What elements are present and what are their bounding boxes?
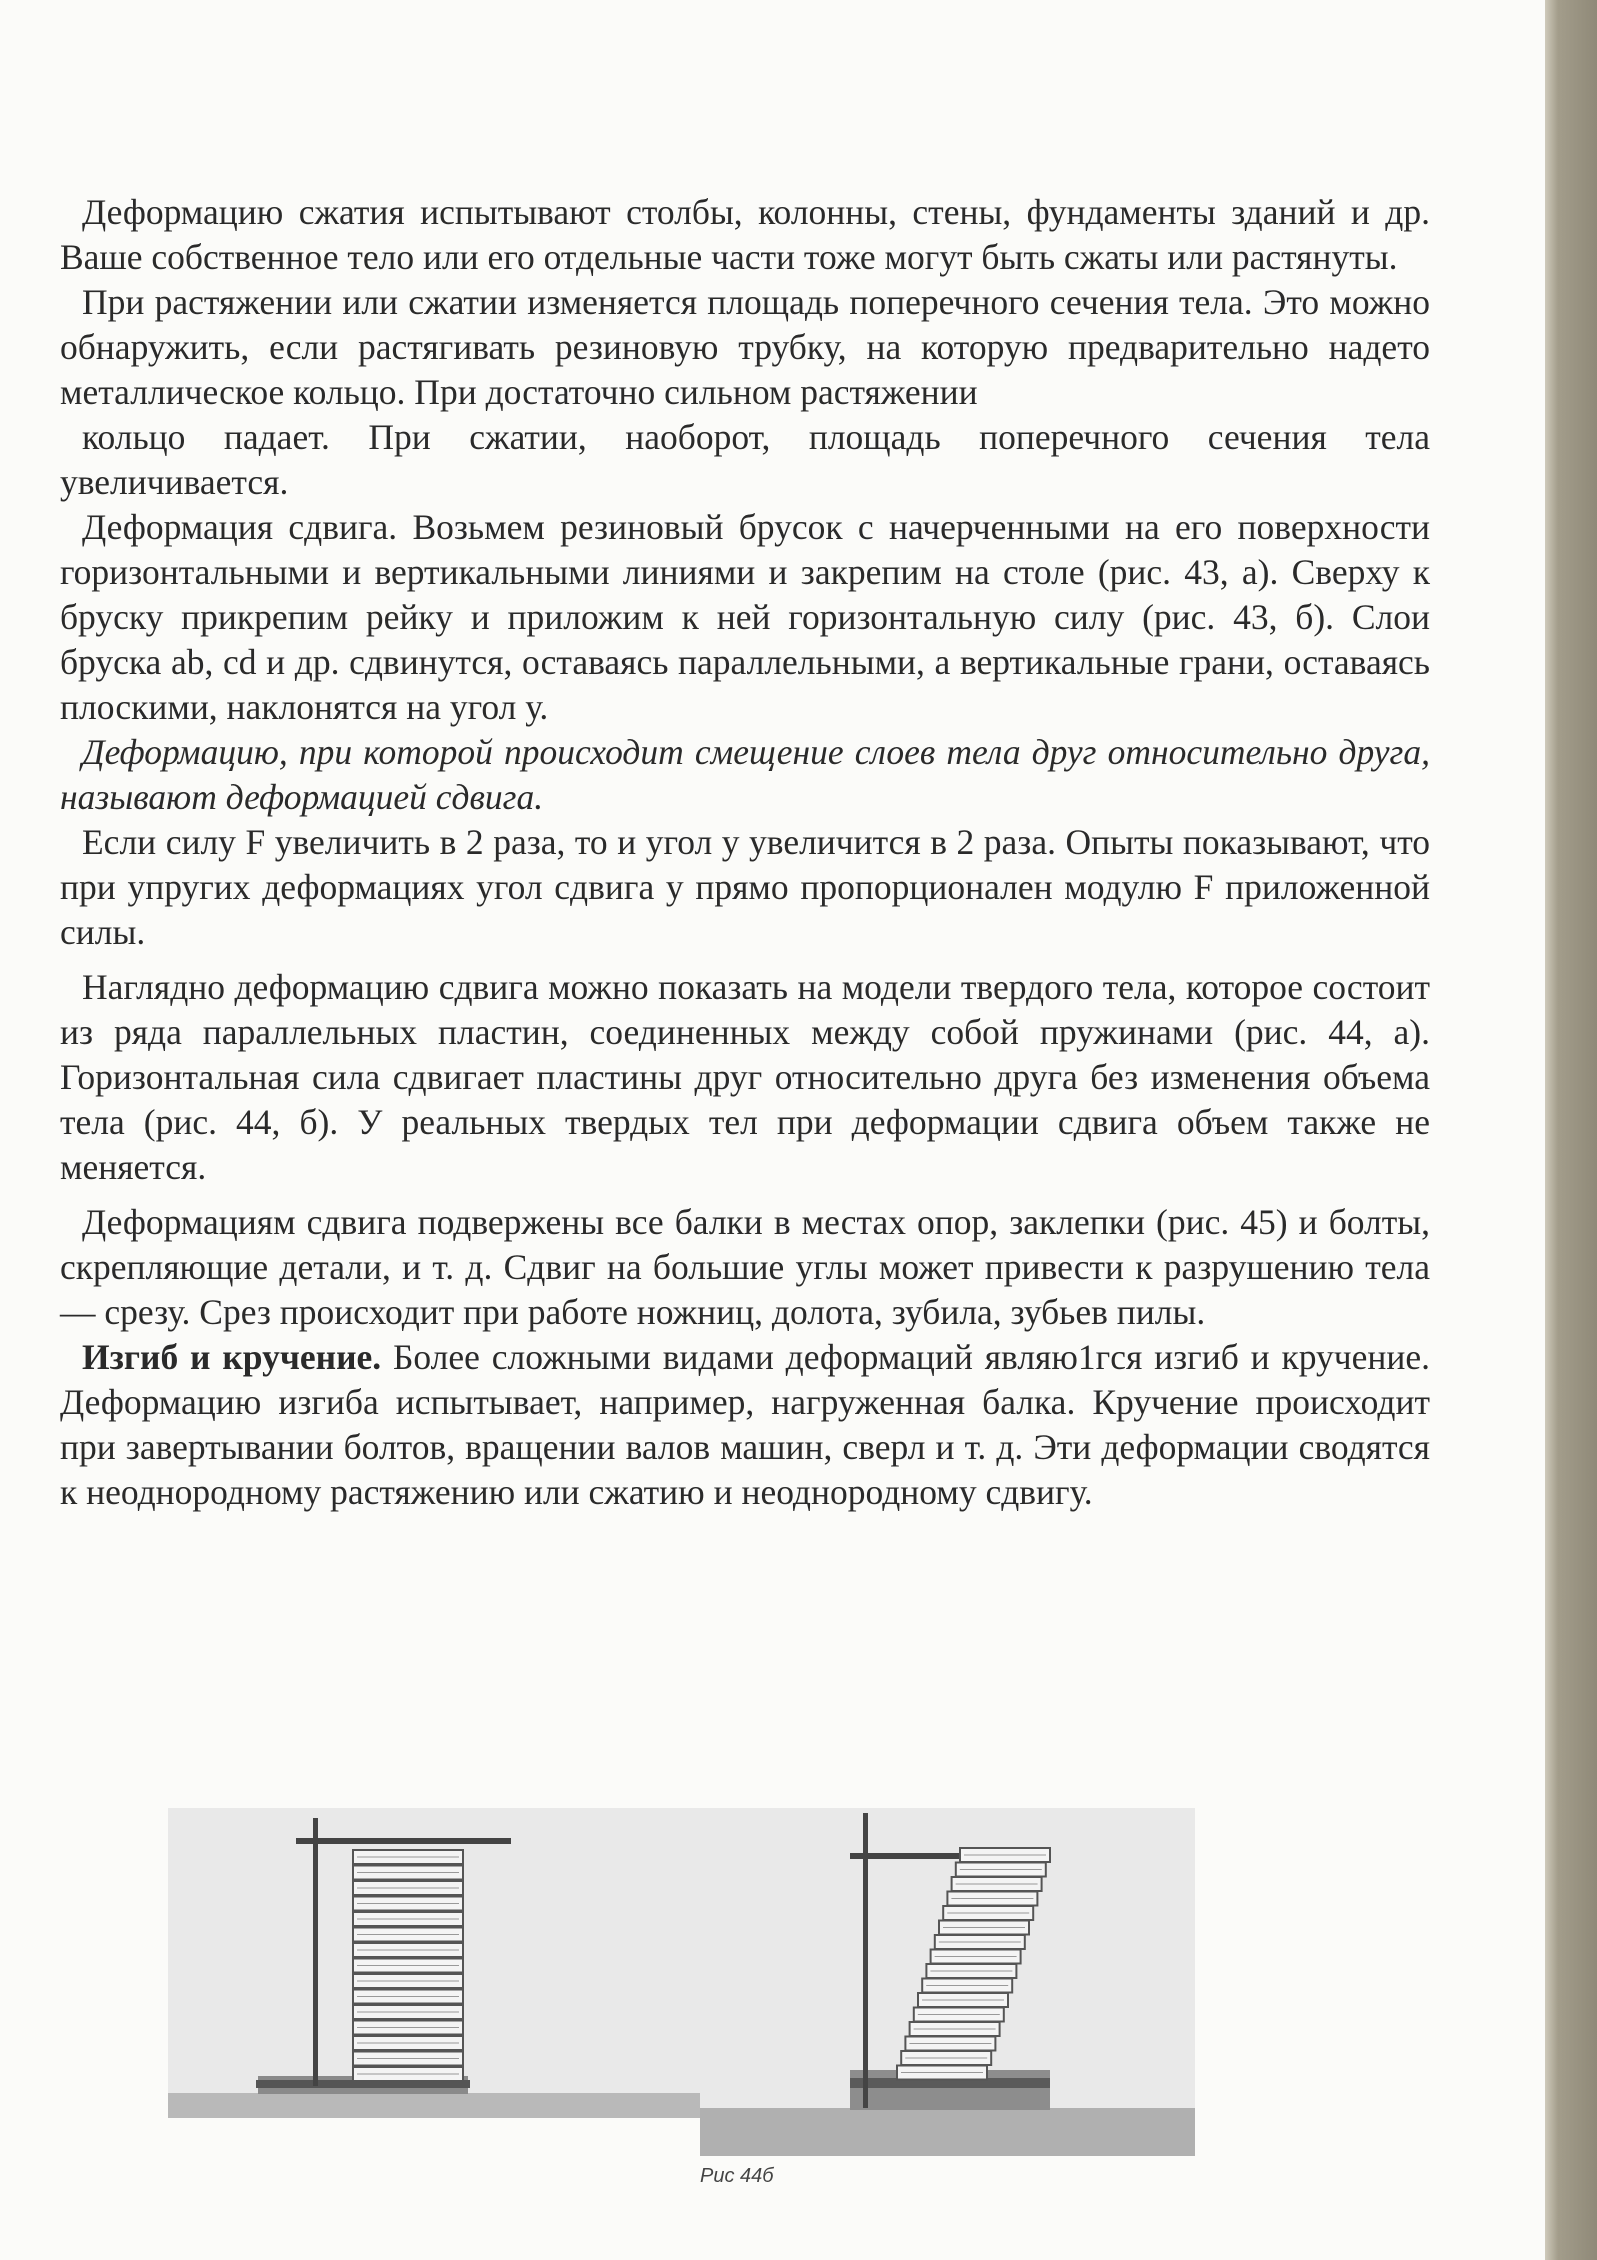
figure-44a-stack-model bbox=[168, 1808, 708, 2118]
figure-44b-drawing bbox=[700, 1808, 1195, 2156]
paragraph-shear-proportional: Если силу F увеличить в 2 раза, то и угол у увеличится в 2 раза. Опыты показывают, что при упругих деформациях угол сдвига у прямо пропорционален модулю F приложенной силы. bbox=[60, 822, 1430, 952]
paragraph-cross-section: При растяжении или сжатии изменяется площадь поперечного сечения тела. Это можно обнаружить, если растягивать резиновую трубку, на которую предварительно надето металлическое кольцо. При достаточно сильном растяжении bbox=[60, 282, 1430, 412]
paragraph-compression: Деформацию сжатия испытывают столбы, колонны, стены, фундаменты зданий и др. Ваше собственное тело или его отдельные части тоже могут быть сжаты или растянуты. bbox=[60, 192, 1430, 277]
paragraph-shear-examples: Деформациям сдвига подвержены все балки в местах опор, заклепки (рис. 45) и болты, скрепляющие детали, и т. д. Сдвиг на большие углы может привести к разрушению тела — срезу. Срез происходит при работе ножниц, долота, зубила, зубьев пилы. bbox=[60, 1202, 1430, 1332]
bend-text: Более сложными видами деформаций являю1гся изгиб и кручение. Деформацию изгиба испытывает, например, нагруженная балка. Кручение происходит при завертывании болтов, вращении валов машин, сверл и т. д. Эти деформации сводятся к неоднородному растяжению или сжатию и неоднородному сдвигу. bbox=[60, 1337, 1430, 1512]
paragraph-ring-falls: кольцо падает. При сжатии, наоборот, площадь поперечного сечения тела увеличивается. bbox=[60, 417, 1430, 502]
bend-heading: Изгиб и кручение. bbox=[82, 1337, 382, 1377]
paragraph-shear-definition: Деформацию, при которой происходит смещение слоев тела друг относительно друга, называют деформацией сдвига. bbox=[60, 732, 1430, 817]
figure-44a-drawing bbox=[168, 1808, 708, 2118]
figure-44b-sheared-model bbox=[700, 1808, 1195, 2156]
scanner-page-edge bbox=[1545, 0, 1597, 2260]
plate-stack bbox=[353, 1850, 463, 2081]
paragraph-shear-experiment: Деформация сдвига. Возьмем резиновый брусок с начерченными на его поверхности горизонтальными и вертикальными линиями и закрепим на столе (рис. 43, а). Сверху к бруску прикрепим рейку и приложим к ней горизонтальную силу (рис. 43, б). Слои бруска ab, cd и др. сдвинутся, оставаясь параллельными, а вертикальные грани, оставаясь плоскими, наклонятся на угол у. bbox=[60, 507, 1430, 727]
paragraph-bend-torsion bbox=[60, 1335, 1430, 1515]
paragraph-shear-model: Наглядно деформацию сдвига можно показать на модели твердого тела, которое состоит из ряда параллельных пластин, соединенных между собой пружинами (рис. 44, а). Горизонтальная сила сдвигает пластины друг относительно друга без изменения объема тела (рис. 44, б). У реальных твердых тел при деформации сдвига объем также не меняется. bbox=[60, 967, 1430, 1187]
body-text bbox=[60, 190, 1430, 1515]
sheared-plate-stack bbox=[897, 1848, 1050, 2080]
figure-caption: Рис 44б bbox=[700, 2165, 774, 2187]
